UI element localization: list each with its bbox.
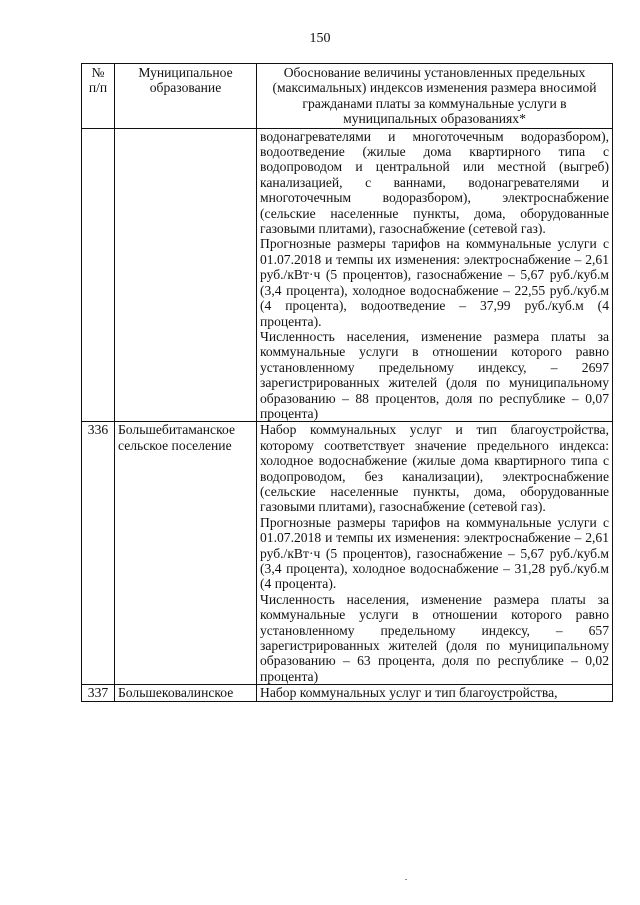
table-row: [82, 422, 613, 685]
row-justification: [257, 128, 613, 422]
row-justification: [257, 422, 613, 685]
paragraph-amenities: водонагревателями и многоточечным водоразбором), водоотведение (жилые дома квартирного типа с водопроводом и центральной или местной (выгреб) канализацией, с ваннами, водонагревателями и многоточечным водоразбором), электроснабжение (сельские населенные пункты, дома, оборудованные газовыми плитами), газоснабжение (сетевой газ).: [260, 128, 609, 237]
row-municipality: Большековалинское: [115, 685, 257, 701]
paragraph-population: Численность населения, изменение размера платы за коммунальные услуги в отношении которого равно установленному предельному индексу, – 657 зарегистрированных жителей (доля по муниципальному образованию – 63 процента, доля по республике – 0,02 процента): [260, 591, 609, 684]
row-justification: [257, 685, 613, 701]
row-municipality: Большебитаманское сельское поселение: [115, 422, 257, 685]
paragraph-amenities: Набор коммунальных услуг и тип благоустройства,: [260, 685, 558, 701]
row-municipality: [115, 128, 257, 422]
table-row: [82, 128, 613, 422]
paragraph-amenities: Набор коммунальных услуг и тип благоустройства, которому соответствует значение предельного индекса: холодное водоснабжение (жилые дома квартирного типа с водопроводом, без канализации), электроснабжение (сельские населенные пункты, дома, оборудованные газовыми плитами), газоснабжение (сетевой газ).: [260, 422, 609, 515]
page-number: 150: [309, 31, 331, 46]
table-header-row: [82, 64, 613, 129]
row-num: 337: [82, 685, 115, 701]
scan-speck: [405, 879, 407, 880]
paragraph-tariffs: Прогнозные размеры тарифов на коммунальные услуги с 01.07.2018 и темпы их изменения: электроснабжение – 2,61 руб./кВт·ч (5 процентов), газоснабжение – 5,67 руб./куб.м (3,4 процента), холодное водоснабжение – 22,55 руб./куб.м (4 процента), водоотведение – 37,99 руб./куб.м (4 процента).: [260, 236, 609, 329]
paragraph-population: Численность населения, изменение размера платы за коммунальные услуги в отношении которого равно установленному предельному индексу, – 2697 зарегистрированных жителей (доля по муниципальному образованию – 88 процентов, доля по республике – 0,07 процента): [260, 328, 609, 421]
header-num: № п/п: [82, 64, 115, 129]
tariff-justification-table: [81, 63, 613, 702]
header-municipality: Муниципальное образование: [115, 64, 257, 129]
table-row: [82, 685, 613, 701]
paragraph-tariffs: Прогнозные размеры тарифов на коммунальные услуги с 01.07.2018 и темпы их изменения: электроснабжение – 2,61 руб./кВт·ч (5 процентов), газоснабжение – 5,67 руб./куб.м (3,4 процента), холодное водоснабжение – 31,28 руб./куб.м (4 процента).: [260, 514, 609, 592]
row-num: [82, 128, 115, 422]
row-num: 336: [82, 422, 115, 685]
header-justification: Обоснование величины установленных предельных (максимальных) индексов изменения размера вносимой гражданами платы за коммунальные услуги в муниципальных образованиях*: [257, 64, 613, 129]
